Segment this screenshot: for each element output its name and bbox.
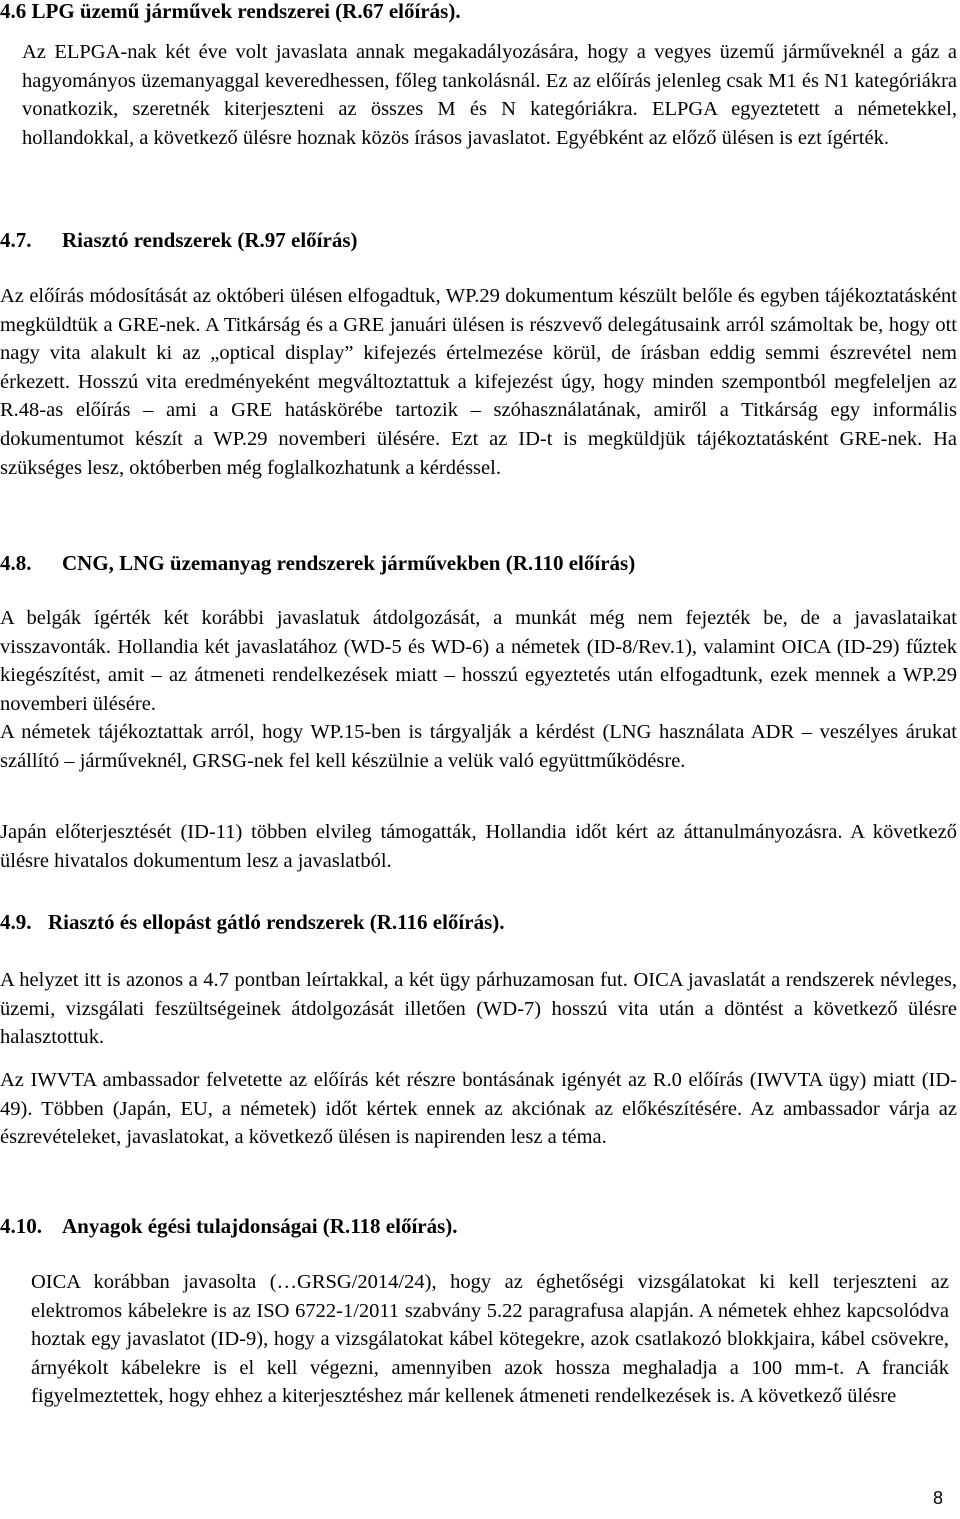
- section-heading-text: 4.6 LPG üzemű járművek rendszerei (R.67 előírás).: [0, 0, 461, 23]
- section-title: Anyagok égési tulajdonságai (R.118 előírás).: [62, 1214, 458, 1238]
- section-heading-4-10: [0, 1212, 458, 1241]
- section-heading-4-7: [0, 226, 358, 255]
- paragraph-4-8-b: A németek tájékoztattak arról, hogy WP.15-ben is tárgyalják a kérdést (LNG használata ADR – veszélyes árukat szállító – járműveknél, GRSG-nek fel kell készülnie a velük való együttműködésre.: [0, 721, 957, 772]
- section-number: 4.7.: [0, 228, 32, 252]
- section-title: CNG, LNG üzemanyag rendszerek járművekben (R.110 előírás): [62, 551, 636, 575]
- paragraph-4-8-c: Japán előterjesztését (ID-11) többen elvileg támogatták, Hollandia időt kért az áttanulmányozásra. A következő ülésre hivatalos dokumentum lesz a javaslatból.: [0, 821, 957, 872]
- paragraph-4-9-a: A helyzet itt is azonos a 4.7 pontban leírtakkal, a két ügy párhuzamosan fut. OICA javaslatát a rendszerek névleges, üzemi, vizsgálati feszültségeinek átdolgozását illetően (WD-7) hosszú vita után a döntést a következő ülésre halasztottuk.: [0, 969, 957, 1049]
- paragraph-4-10: OICA korábban javasolta (…GRSG/2014/24), hogy az éghetőségi vizsgálatokat ki kell terjeszteni az elektromos kábelekre is az ISO 6722-1/2011 szabvány 5.22 paragrafusa alapján. A németek ehhez kapcsolódva hoztak egy javaslatot (ID-9), hogy a vizsgálatokat kábel kötegekre, azok csatlakozó blokkjaira, kábel csövekre, árnyékolt kábelekre is el kell végezni, amennyiben azok hossza meghaladja a 100 mm-t. A franciák figyelmeztettek, hogy ehhez a kiterjesztéshez már kellenek átmeneti rendelkezések is. A következő ülésre: [31, 1271, 949, 1408]
- section-number: 4.8.: [0, 551, 32, 575]
- section-heading-4-8: [0, 549, 635, 578]
- paragraph-4-7: Az előírás módosítását az októberi ülésen elfogadtuk, WP.29 dokumentum készült belőle és egyben tájékoztatásként megküldtük a GRE-nek. A Titkárság és a GRE januári ülésen is részvevő delegátusaink arról számoltak be, hogy ott nagy vita alakult ki az „optical display” kifejezés értelmezése körül, de írásban eddig semmi észrevétel nem érkezett. Hosszú vita eredményeként megváltoztattuk a kifejezést úgy, hogy minden szempontból megfeleljen az R.48-as előírás – ami a GRE hatáskörébe tartozik – szóhasználatának, amiről a Titkárság egy informális dokumentumot készít a WP.29 novemberi ülésére. Ezt az ID-t is megküldjük tájékoztatásként GRE-nek. Ha szükséges lesz, októberben még foglalkozhatunk a kérdéssel.: [0, 285, 957, 479]
- section-heading-4-9: [0, 908, 505, 937]
- section-number: 4.9.: [0, 910, 32, 934]
- paragraph-4-6: Az ELPGA-nak két éve volt javaslata annak megakadályozására, hogy a vegyes üzemű járműveknél a gáz a hagyományos üzemanyaggal keveredhessen, főleg tankolásnál. Ez az előírás jelenleg csak M1 és N1 kategóriákra vonatkozik, szeretnék kiterjeszteni az összes M és N kategóriákra. ELPGA egyeztetett a németekkel, hollandokkal, a következő ülésre hoznak közös írásos javaslatot. Egyébként az előző ülésen is ezt ígérték.: [22, 41, 957, 149]
- page-number: 8: [932, 1488, 943, 1508]
- paragraph-4-9-b: Az IWVTA ambassador felvetette az előírás két részre bontásának igényét az R.0 előírás (IWVTA ügy) miatt (ID-49). Többen (Japán, EU, a németek) időt kértek ennek az akciónak az előkészítésére. Az ambassador várja az észrevételeket, javaslatokat, a következő ülésen is napirenden lesz a téma.: [0, 1069, 957, 1149]
- section-number: 4.10.: [0, 1214, 42, 1238]
- section-title: Riasztó és ellopást gátló rendszerek (R.116 előírás).: [48, 910, 505, 934]
- paragraph-4-8-a: A belgák ígérték két korábbi javaslatuk átdolgozását, a munkát még nem fejezték be, de a javaslataikat visszavonták. Hollandia két javaslatához (WD-5 és WD-6) a németek (ID-8/Rev.1), valamint OICA (ID-29) fűztek kiegészítést, amit – az átmeneti rendelkezések miatt – hosszú egyeztetés után elfogadtunk, ezek mennek a WP.29 novemberi ülésére.: [0, 607, 957, 715]
- section-title: Riasztó rendszerek (R.97 előírás): [62, 228, 358, 252]
- section-heading-4-6: [0, 0, 461, 26]
